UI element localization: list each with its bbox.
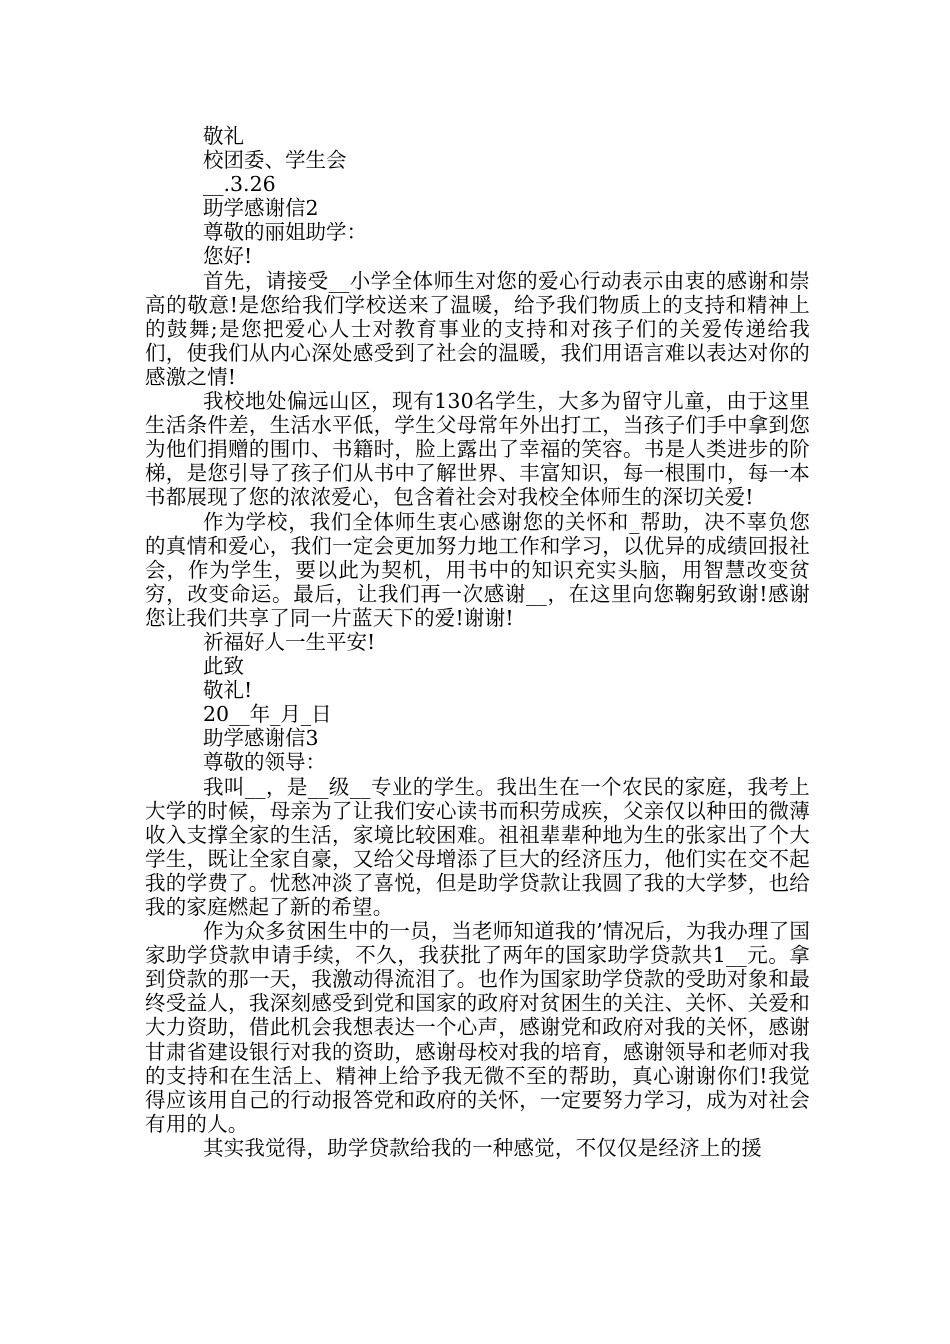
letter-2-paragraph-2: 我校地处偏远山区，现有130名学生，大多为留守儿童，由于这里生活条件差，生活水平低，学生父母常年外出打工，当孩子们手中拿到您为他们捐赠的围巾、书籍时，脸上露出了幸福的笑容。书是人类进步的阶梯，是您引导了孩子们从书中了解世界、丰富知识，每一根围巾，每一本书都展现了您的浓浓爱心，包含着社会对我校全体师生的深切关爱! (145, 389, 810, 510)
letter-title-3: 助学感谢信3 (203, 726, 319, 751)
letter-2-blessing: 祈福好人一生平安! (203, 629, 376, 654)
letter-3-paragraph-2: 作为众多贫困生中的一员，当老师知道我的’情况后，为我办理了国家助学贷款申请手续，不久，我获批了两年的国家助学贷款共1__元。拿到贷款的那一天，我激动得流泪了。也作为国家助学贷款的受助对象和最终受益人，我深刻感受到党和国家的政府对贫困生的关注、关怀、关爱和大力资助，借此机会我想表达一个心声，感谢党和政府对我的关怀，感谢甘肃省建设银行对我的资助，感谢母校对我的培育，感谢领导和老师对我的支持和在生活上、精神上给予我无微不至的帮助，真心谢谢你们!我觉得应该用自己的行动报答党和政府的关怀，一定要努力学习，成为对社会有用的人。 (145, 919, 811, 1136)
letter-2-closing: 此致 (203, 654, 244, 679)
letter-3-greeting: 尊敬的领导： (203, 750, 326, 775)
signature-org: 校团委、学生会 (203, 148, 347, 173)
letter-2-date: 20__年_月_日 (203, 702, 332, 727)
signature-date: __.3.26 (203, 172, 276, 197)
document-body (145, 124, 810, 1160)
letter-2-greeting: 尊敬的丽姐助学： (203, 220, 367, 245)
letter-3-paragraph-1: 我叫__，是__级__专业的学生。我出生在一个农民的家庭，我考上大学的时候，母亲为了让我们安心读书而积劳成疾，父亲仅以种田的微薄收入支撑全家的生活，家境比较困难。祖祖辈辈种地为生的张家出了个大学生，既让全家自豪，又给父母增添了巨大的经济压力，他们实在交不起我的学费了。忧愁冲淡了喜悦，但是助学贷款让我圆了我的大学梦，也给我的家庭燃起了新的希望。 (145, 774, 810, 919)
letter-2-paragraph-3: 作为学校，我们全体师生衷心感谢您的关怀和_帮助，决不辜负您的真情和爱心，我们一定会更加努力地工作和学习，以优异的成绩回报社会，作为学生，要以此为契机，用书中的知识充实头脑，用智慧改变贫穷，改变命运。最后，让我们再一次感谢__，在这里向您鞠躬致谢!感谢您让我们共享了同一片蓝天下的爱!谢谢! (145, 509, 810, 630)
letter-2-salute: 敬礼! (203, 678, 253, 703)
closing-salutation: 敬礼 (203, 124, 244, 148)
letter-2-paragraph-1: 首先，请接受__小学全体师生对您的爱心行动表示由衷的感谢和崇高的敬意!是您给我们学校送来了温暖，给予我们物质上的支持和精神上的鼓舞;是您把爱心人士对教育事业的支持和对孩子们的关爱传递给我们，使我们从内心深处感受到了社会的温暖，我们用语言难以表达对你的感激之情! (145, 268, 810, 389)
letter-3-paragraph-3: 其实我觉得，助学贷款给我的一种感觉，不仅仅是经济上的援 (203, 1135, 762, 1160)
letter-title-2: 助学感谢信2 (203, 196, 319, 221)
letter-2-hello: 您好! (203, 244, 253, 269)
